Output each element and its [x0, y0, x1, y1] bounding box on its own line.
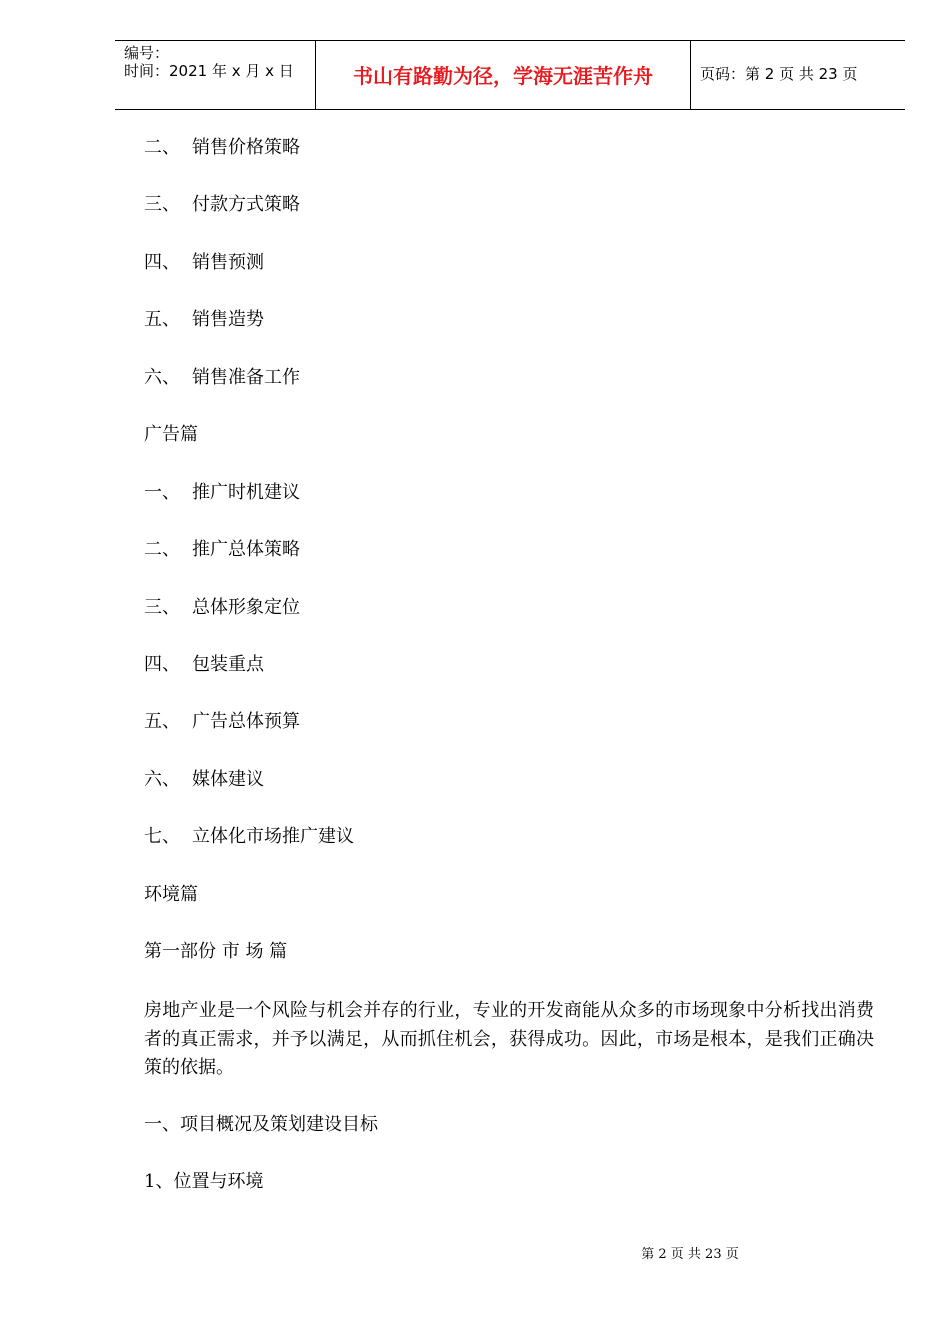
outline-item — [144, 823, 354, 851]
header-motto: 书山有路勤为径，学海无涯苦作舟 — [353, 64, 653, 88]
intro-paragraph: 房地产业是一个风险与机会并存的行业，专业的开发商能从众多的市场现象中分析找出消费者的真正需求，并予以满足，从而抓住机会，获得成功。因此，市场是根本，是我们正确决策的依据。 — [144, 1000, 874, 1078]
outline-title: 媒体建议 — [192, 769, 264, 790]
outline-title: 包装重点 — [192, 654, 264, 675]
outline-number: 五、 — [144, 309, 180, 330]
outline-item — [144, 708, 300, 736]
page-footer: 第 2 页 共 23 页 — [641, 1247, 739, 1262]
outline-item — [144, 364, 300, 392]
outline-item — [144, 249, 264, 277]
subsection-heading: 1、位置与环境 — [144, 1171, 264, 1192]
header-page-code: 页码：第 2 页 共 23 页 — [700, 65, 858, 83]
outline-number: 七、 — [144, 826, 180, 847]
outline-number: 三、 — [144, 194, 180, 215]
outline-item — [144, 766, 264, 794]
outline-title: 广告总体预算 — [192, 711, 300, 732]
outline-item — [144, 306, 264, 334]
outline-number: 四、 — [144, 252, 180, 273]
date-label: 时间：2021 年 x 月 x 日 — [124, 62, 294, 80]
outline-title: 销售准备工作 — [192, 367, 300, 388]
outline-title: 推广时机建议 — [192, 482, 300, 503]
outline-number: 五、 — [144, 711, 180, 732]
outline-number: 三、 — [144, 597, 180, 618]
outline-item — [144, 651, 264, 679]
section-heading-ads: 广告篇 — [144, 424, 198, 445]
outline-item — [144, 594, 300, 622]
header-info-cell — [115, 41, 315, 109]
outline-title: 推广总体策略 — [192, 539, 300, 560]
section-heading-environment: 环境篇 — [144, 884, 198, 905]
part-heading: 第一部份 市 场 篇 — [144, 941, 288, 962]
outline-title: 付款方式策略 — [192, 194, 300, 215]
outline-number: 六、 — [144, 769, 180, 790]
outline-number: 四、 — [144, 654, 180, 675]
outline-item — [144, 536, 300, 564]
section-heading: 一、项目概况及策划建设目标 — [144, 1114, 378, 1135]
outline-title: 销售预测 — [192, 252, 264, 273]
outline-item — [144, 134, 300, 162]
outline-item — [144, 191, 300, 219]
document-number-label: 编号： — [124, 44, 170, 62]
outline-item — [144, 479, 300, 507]
outline-title: 销售造势 — [192, 309, 264, 330]
outline-number: 二、 — [144, 539, 180, 560]
outline-number: 二、 — [144, 137, 180, 158]
outline-number: 一、 — [144, 482, 180, 503]
outline-number: 六、 — [144, 367, 180, 388]
page-header — [115, 40, 905, 110]
outline-title: 立体化市场推广建议 — [192, 826, 354, 847]
outline-title: 总体形象定位 — [192, 597, 300, 618]
header-page-cell — [690, 41, 905, 109]
header-motto-cell — [315, 41, 691, 109]
outline-title: 销售价格策略 — [192, 137, 300, 158]
